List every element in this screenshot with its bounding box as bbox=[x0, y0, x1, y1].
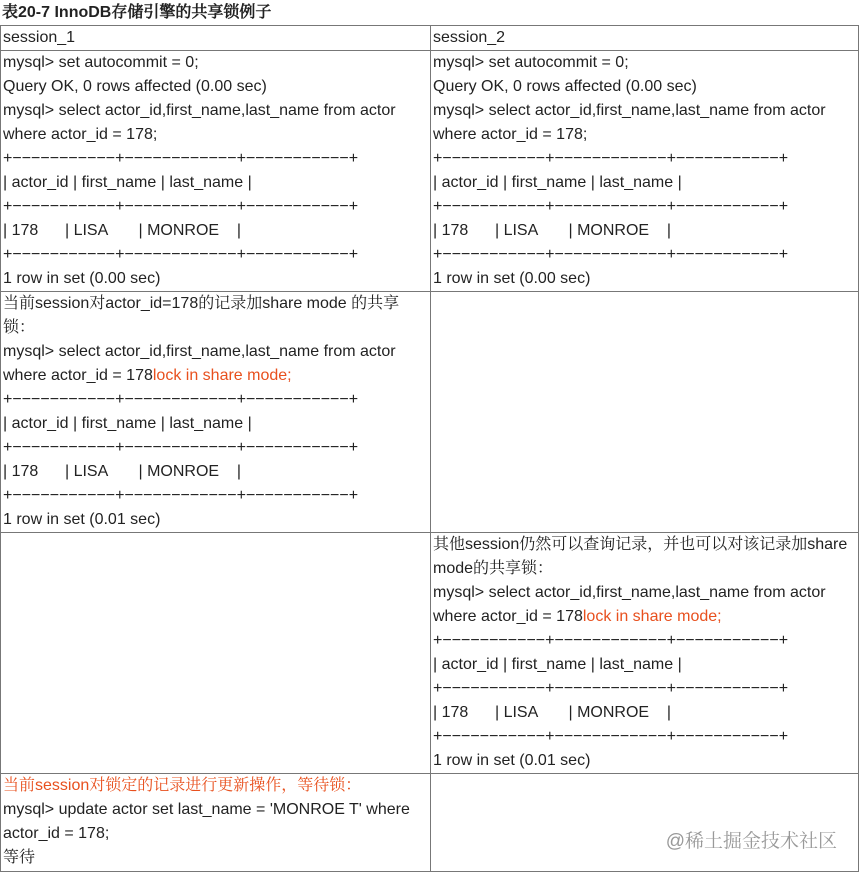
line-text: | actor_id | first_name | last_name | bbox=[3, 415, 252, 432]
table-row bbox=[1, 533, 859, 774]
code-line bbox=[3, 364, 430, 388]
code-line bbox=[3, 195, 430, 219]
code-line bbox=[433, 725, 858, 749]
lock-example-table bbox=[0, 25, 859, 872]
line-text: | 178 | LISA | MONROE | bbox=[433, 704, 672, 721]
header-session-1: session_1 bbox=[1, 26, 431, 51]
code-line bbox=[3, 484, 430, 508]
highlighted-text: lock in share mode; bbox=[152, 367, 292, 384]
code-line bbox=[3, 243, 430, 267]
code-line bbox=[3, 798, 430, 822]
line-text: mysql> update actor set last_name = 'MONROE T' where bbox=[3, 801, 410, 818]
line-text: +−−−−−−−−−−−+−−−−−−−−−−−−+−−−−−−−−−−−+ bbox=[433, 728, 789, 745]
line-text: mysql> select actor_id,first_name,last_name from actor bbox=[3, 343, 396, 360]
code-line bbox=[433, 99, 858, 123]
code-line bbox=[3, 171, 430, 195]
code-line bbox=[433, 581, 858, 605]
code-line bbox=[3, 822, 430, 846]
line-text: | actor_id | first_name | last_name | bbox=[433, 656, 682, 673]
highlighted-text: 当前session对锁定的记录进行更新操作，等待锁： bbox=[3, 777, 362, 794]
code-line bbox=[433, 677, 858, 701]
code-line bbox=[3, 123, 430, 147]
code-line bbox=[433, 533, 858, 557]
code-line bbox=[3, 75, 430, 99]
line-text: | actor_id | first_name | last_name | bbox=[433, 174, 682, 191]
line-text: where actor_id = 178; bbox=[433, 126, 588, 143]
line-text: +−−−−−−−−−−−+−−−−−−−−−−−−+−−−−−−−−−−−+ bbox=[3, 198, 359, 215]
table-row bbox=[1, 292, 859, 533]
line-text: +−−−−−−−−−−−+−−−−−−−−−−−−+−−−−−−−−−−−+ bbox=[3, 150, 359, 167]
line-text: mysql> select actor_id,first_name,last_name from actor bbox=[433, 584, 826, 601]
line-text: 1 row in set (0.00 sec) bbox=[433, 270, 591, 287]
code-line bbox=[433, 629, 858, 653]
table-row bbox=[1, 774, 859, 872]
code-line bbox=[433, 749, 858, 773]
line-text: +−−−−−−−−−−−+−−−−−−−−−−−−+−−−−−−−−−−−+ bbox=[433, 198, 789, 215]
code-line bbox=[3, 147, 430, 171]
line-text: 其他session仍然可以查询记录，并也可以对该记录加share bbox=[433, 536, 848, 553]
code-line bbox=[3, 388, 430, 412]
code-line bbox=[433, 171, 858, 195]
line-text: Query OK, 0 rows affected (0.00 sec) bbox=[3, 78, 267, 95]
header-row bbox=[1, 26, 859, 51]
code-line bbox=[433, 51, 858, 75]
code-line bbox=[3, 316, 430, 340]
code-line bbox=[3, 460, 430, 484]
line-text: mysql> select actor_id,first_name,last_name from actor bbox=[3, 102, 396, 119]
line-text: | 178 | LISA | MONROE | bbox=[433, 222, 672, 239]
code-line bbox=[3, 292, 430, 316]
line-text: mysql> set autocommit = 0; bbox=[433, 54, 629, 71]
line-text: Query OK, 0 rows affected (0.00 sec) bbox=[433, 78, 697, 95]
line-text: where actor_id = 178; bbox=[3, 126, 158, 143]
code-line bbox=[433, 75, 858, 99]
code-line bbox=[3, 99, 430, 123]
table-row bbox=[1, 51, 859, 292]
code-line bbox=[3, 340, 430, 364]
line-text: where actor_id = 178 bbox=[3, 367, 153, 384]
line-text: 1 row in set (0.01 sec) bbox=[433, 752, 591, 769]
line-text: 等待 bbox=[3, 849, 36, 866]
code-line bbox=[3, 267, 430, 291]
line-text: 1 row in set (0.01 sec) bbox=[3, 511, 161, 528]
cell-session-2 bbox=[431, 51, 859, 292]
cell-session-1 bbox=[1, 292, 431, 533]
line-text: +−−−−−−−−−−−+−−−−−−−−−−−−+−−−−−−−−−−−+ bbox=[3, 391, 359, 408]
code-line bbox=[3, 846, 430, 870]
code-line bbox=[3, 219, 430, 243]
cell-session-1 bbox=[1, 51, 431, 292]
line-text: +−−−−−−−−−−−+−−−−−−−−−−−−+−−−−−−−−−−−+ bbox=[433, 680, 789, 697]
code-line bbox=[433, 195, 858, 219]
code-line bbox=[433, 243, 858, 267]
header-session-2: session_2 bbox=[431, 26, 859, 51]
code-line bbox=[433, 557, 858, 581]
line-text: +−−−−−−−−−−−+−−−−−−−−−−−−+−−−−−−−−−−−+ bbox=[433, 632, 789, 649]
watermark: @稀土掘金技术社区 bbox=[665, 831, 837, 852]
code-line bbox=[433, 653, 858, 677]
line-text: +−−−−−−−−−−−+−−−−−−−−−−−−+−−−−−−−−−−−+ bbox=[3, 487, 359, 504]
cell-session-1 bbox=[1, 533, 431, 774]
line-text: | actor_id | first_name | last_name | bbox=[3, 174, 252, 191]
line-text: mysql> select actor_id,first_name,last_name from actor bbox=[433, 102, 826, 119]
line-text: +−−−−−−−−−−−+−−−−−−−−−−−−+−−−−−−−−−−−+ bbox=[433, 246, 789, 263]
highlighted-text: lock in share mode; bbox=[582, 608, 722, 625]
line-text: | 178 | LISA | MONROE | bbox=[3, 222, 242, 239]
code-line bbox=[3, 436, 430, 460]
line-text: 锁： bbox=[3, 319, 36, 336]
table-caption: 表20-7 InnoDB存储引擎的共享锁例子 bbox=[2, 4, 272, 21]
line-text: mysql> set autocommit = 0; bbox=[3, 54, 199, 71]
cell-session-1 bbox=[1, 774, 431, 872]
line-text: mode的共享锁： bbox=[433, 560, 554, 577]
line-text: 1 row in set (0.00 sec) bbox=[3, 270, 161, 287]
line-text: +−−−−−−−−−−−+−−−−−−−−−−−−+−−−−−−−−−−−+ bbox=[433, 150, 789, 167]
code-line bbox=[433, 147, 858, 171]
code-line bbox=[3, 774, 430, 798]
code-line bbox=[3, 51, 430, 75]
cell-session-2 bbox=[431, 533, 859, 774]
line-text: where actor_id = 178 bbox=[433, 608, 583, 625]
code-line bbox=[3, 412, 430, 436]
line-text: 当前session对actor_id=178的记录加share mode 的共享 bbox=[3, 295, 400, 312]
line-text: actor_id = 178; bbox=[3, 825, 110, 842]
code-line bbox=[433, 123, 858, 147]
code-line bbox=[433, 605, 858, 629]
code-line bbox=[433, 701, 858, 725]
code-line bbox=[433, 219, 858, 243]
line-text: +−−−−−−−−−−−+−−−−−−−−−−−−+−−−−−−−−−−−+ bbox=[3, 439, 359, 456]
code-line bbox=[3, 508, 430, 532]
line-text: | 178 | LISA | MONROE | bbox=[3, 463, 242, 480]
line-text: +−−−−−−−−−−−+−−−−−−−−−−−−+−−−−−−−−−−−+ bbox=[3, 246, 359, 263]
cell-session-2 bbox=[431, 774, 859, 872]
code-line bbox=[433, 267, 858, 291]
cell-session-2 bbox=[431, 292, 859, 533]
